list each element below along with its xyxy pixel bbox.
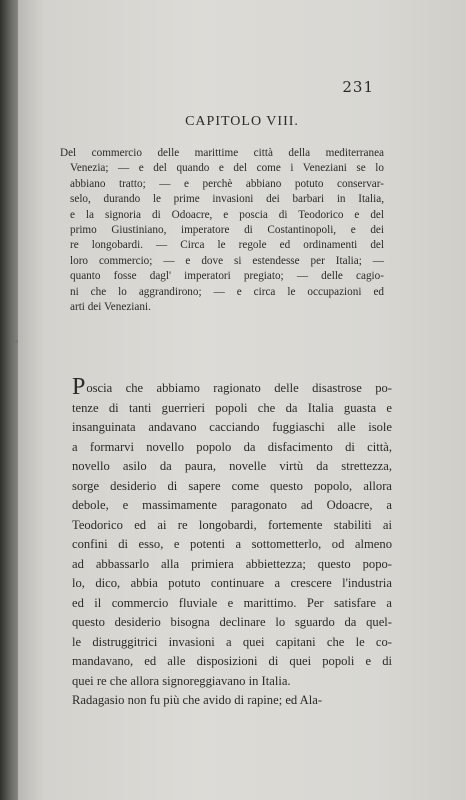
summary-line: re longobardi. — Circa le regole ed ordinamenti del: [70, 239, 384, 252]
summary-line: loro commercio; — e dove si estendesse per Italia; —: [70, 254, 384, 267]
body-line: Radagasio non fu più che avido di rapine; ed Ala-: [72, 693, 323, 707]
body-line: lo, dico, abbia potuto continuare a crescere l'industria: [72, 576, 392, 590]
body-line: ad abbassarlo alla primiera abbiettezza; questo popo-: [72, 556, 392, 571]
summary-line: Venezia; — e del quando e del come i Veneziani se lo: [70, 162, 384, 175]
summary-line: Del commercio delle marittime città della mediterranea: [60, 147, 384, 159]
body-line: tenze di tanti guerrieri popoli che da Italia guasta e: [72, 400, 392, 415]
body-line: insanguinata andavano cacciando fuggiaschi alle isole: [72, 420, 392, 434]
body-line: novello asilo da paura, novelle virtù da strettezza,: [72, 459, 392, 473]
book-gutter: [0, 0, 20, 800]
page-number: 231: [342, 78, 374, 96]
body-line: a formarvi novello popolo da disfacimento di città,: [72, 439, 392, 454]
body-line: debole, e massimamente paragonato ad Odoacre, a: [72, 498, 392, 512]
book-page: [18, 0, 466, 800]
summary-line: quanto fosse dagl' imperatori pregiato; — delle cagio-: [70, 270, 384, 283]
body-line: sorge desiderio di sapere come questo popolo, allora: [72, 478, 392, 493]
first-line-text: oscia che abbiamo ragionato delle disastrose po-: [86, 381, 392, 395]
body-line: questo desiderio bisogna declinare lo sguardo da quel-: [72, 615, 392, 629]
body-line: le distruggitrici invasioni a quei capitani che le co-: [72, 634, 392, 649]
body-line: mandavano, ed alle disposizioni di quei popoli e di: [72, 654, 392, 668]
summary-line: e la signoria di Odoacre, e poscia di Teodorico e del: [70, 208, 384, 221]
body-line: [72, 374, 392, 400]
body-line: Teodorico ed ai re longobardi, fortemente stabiliti ai: [72, 517, 392, 532]
chapter-title: CAPITOLO VIII.: [185, 114, 299, 129]
body-line: confini di esso, e potenti a sottometterlo, od almeno: [72, 537, 392, 551]
summary-line: arti dei Veneziani.: [70, 301, 151, 314]
body-line: quei re che allora signoreggiavano in Italia.: [72, 673, 291, 688]
summary-line: abbiano tratto; — e perchè abbiano potuto conservar-: [70, 177, 384, 190]
drop-cap: P: [72, 374, 86, 400]
summary-line: ni che lo aggrandirono; — e circa le occupazioni ed: [70, 285, 384, 298]
body-line: ed il commercio fluviale e marittimo. Per satisfare a: [72, 595, 392, 610]
chapter-summary: [60, 146, 384, 315]
summary-line: selo, durando le prime invasioni dei barbari in Italia,: [70, 193, 384, 206]
body-paragraph: [72, 374, 392, 711]
summary-line: primo Giustiniano, imperatore di Costantinopoli, e dei: [70, 224, 384, 237]
